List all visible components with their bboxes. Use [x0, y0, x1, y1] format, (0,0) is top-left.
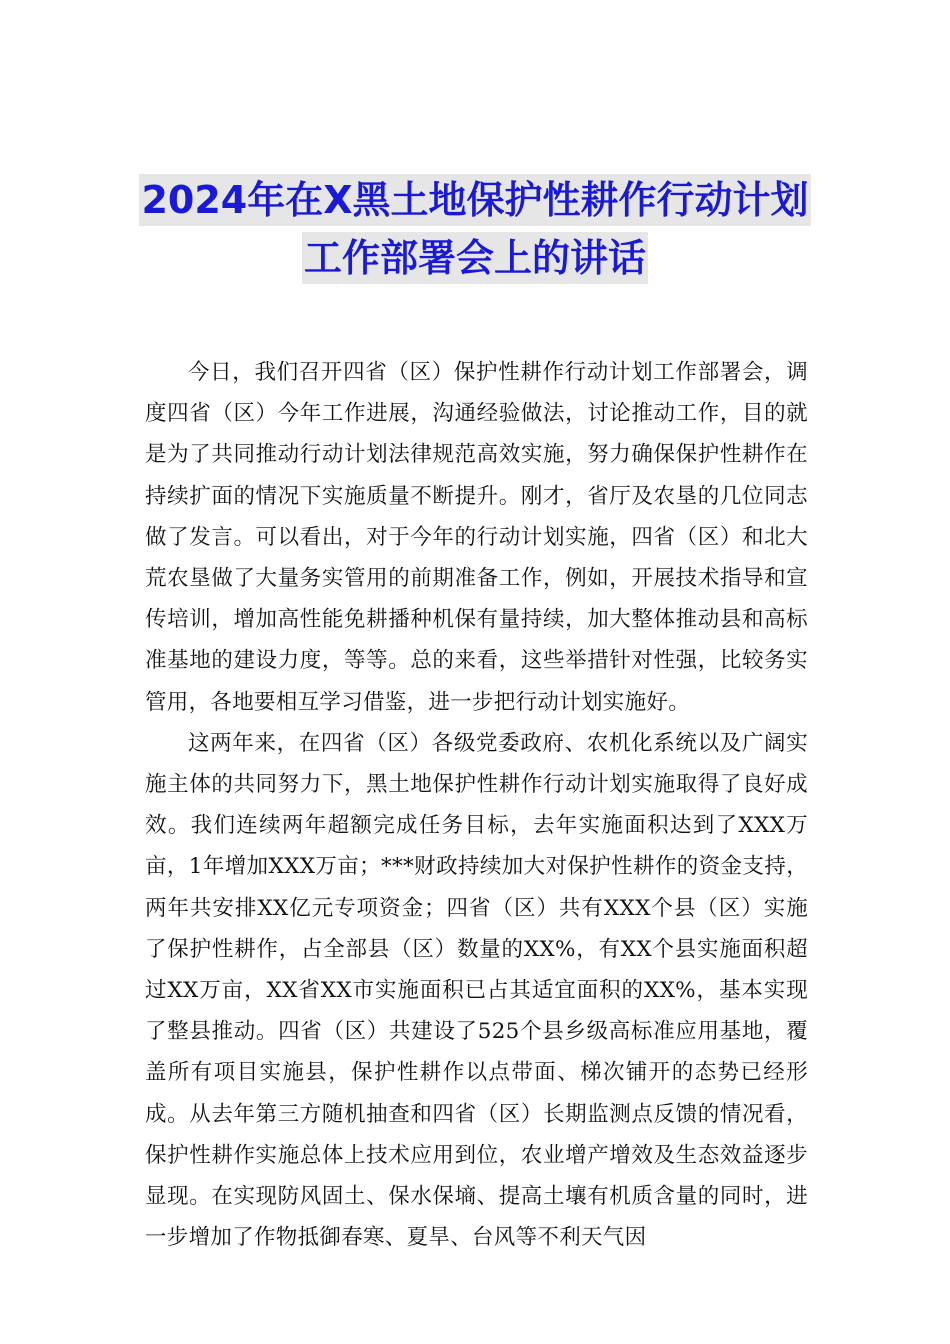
paragraph-2: 这两年来，在四省（区）各级党委政府、农机化系统以及广阔实施主体的共同努力下，黑土地保护性耕作行动计划实施取得了良好成效。我们连续两年超额完成任务目标，去年实施面积达到了XXX万亩，1年增加XXX万亩；***财政持续加大对保护性耕作的资金支持，两年共安排XX亿元专项资金；四省（区）共有XXX个县（区）实施了保护性耕作，占全部县（区）数量的XX%，有XX个县实施面积超过XX万亩，XX省XX市实施面积已占其适宜面积的XX%，基本实现了整县推动。四省（区）共建设了525个县乡级高标准应用基地，覆盖所有项目实施县，保护性耕作以点带面、梯次铺开的态势已经形成。从去年第三方随机抽查和四省（区）长期监测点反馈的情况看，保护性耕作实施总体上技术应用到位，农业增产增效及生态效益逐步显现。在实现防风固土、保水保墒、提高土壤有机质含量的同时，进一步增加了作物抵御春寒、夏旱、台风等不利天气因 — [145, 730, 808, 1251]
document-body — [145, 352, 808, 1258]
title-line-2: 工作部署会上的讲话 — [302, 232, 648, 284]
paragraph-1: 今日，我们召开四省（区）保护性耕作行动计划工作部署会，调度四省（区）今年工作进展，沟通经验做法，讨论推动工作，目的就是为了共同推动行动计划法律规范高效实施，努力确保保护性耕作在持续扩面的情况下实施质量不断提升。刚才，省厅及农垦的几位同志做了发言。可以看出，对于今年的行动计划实施，四省（区）和北大荒农垦做了大量务实管用的前期准备工作，例如，开展技术指导和宣传培训，增加高性能免耕播种机保有量持续，加大整体推动县和高标准基地的建设力度，等等。总的来看，这些举措针对性强，比较务实管用，各地要相互学习借鉴，进一步把行动计划实施好。 — [145, 360, 808, 715]
document-title — [0, 174, 950, 290]
title-line-1: 2024年在X黑土地保护性耕作行动计划 — [139, 174, 810, 226]
